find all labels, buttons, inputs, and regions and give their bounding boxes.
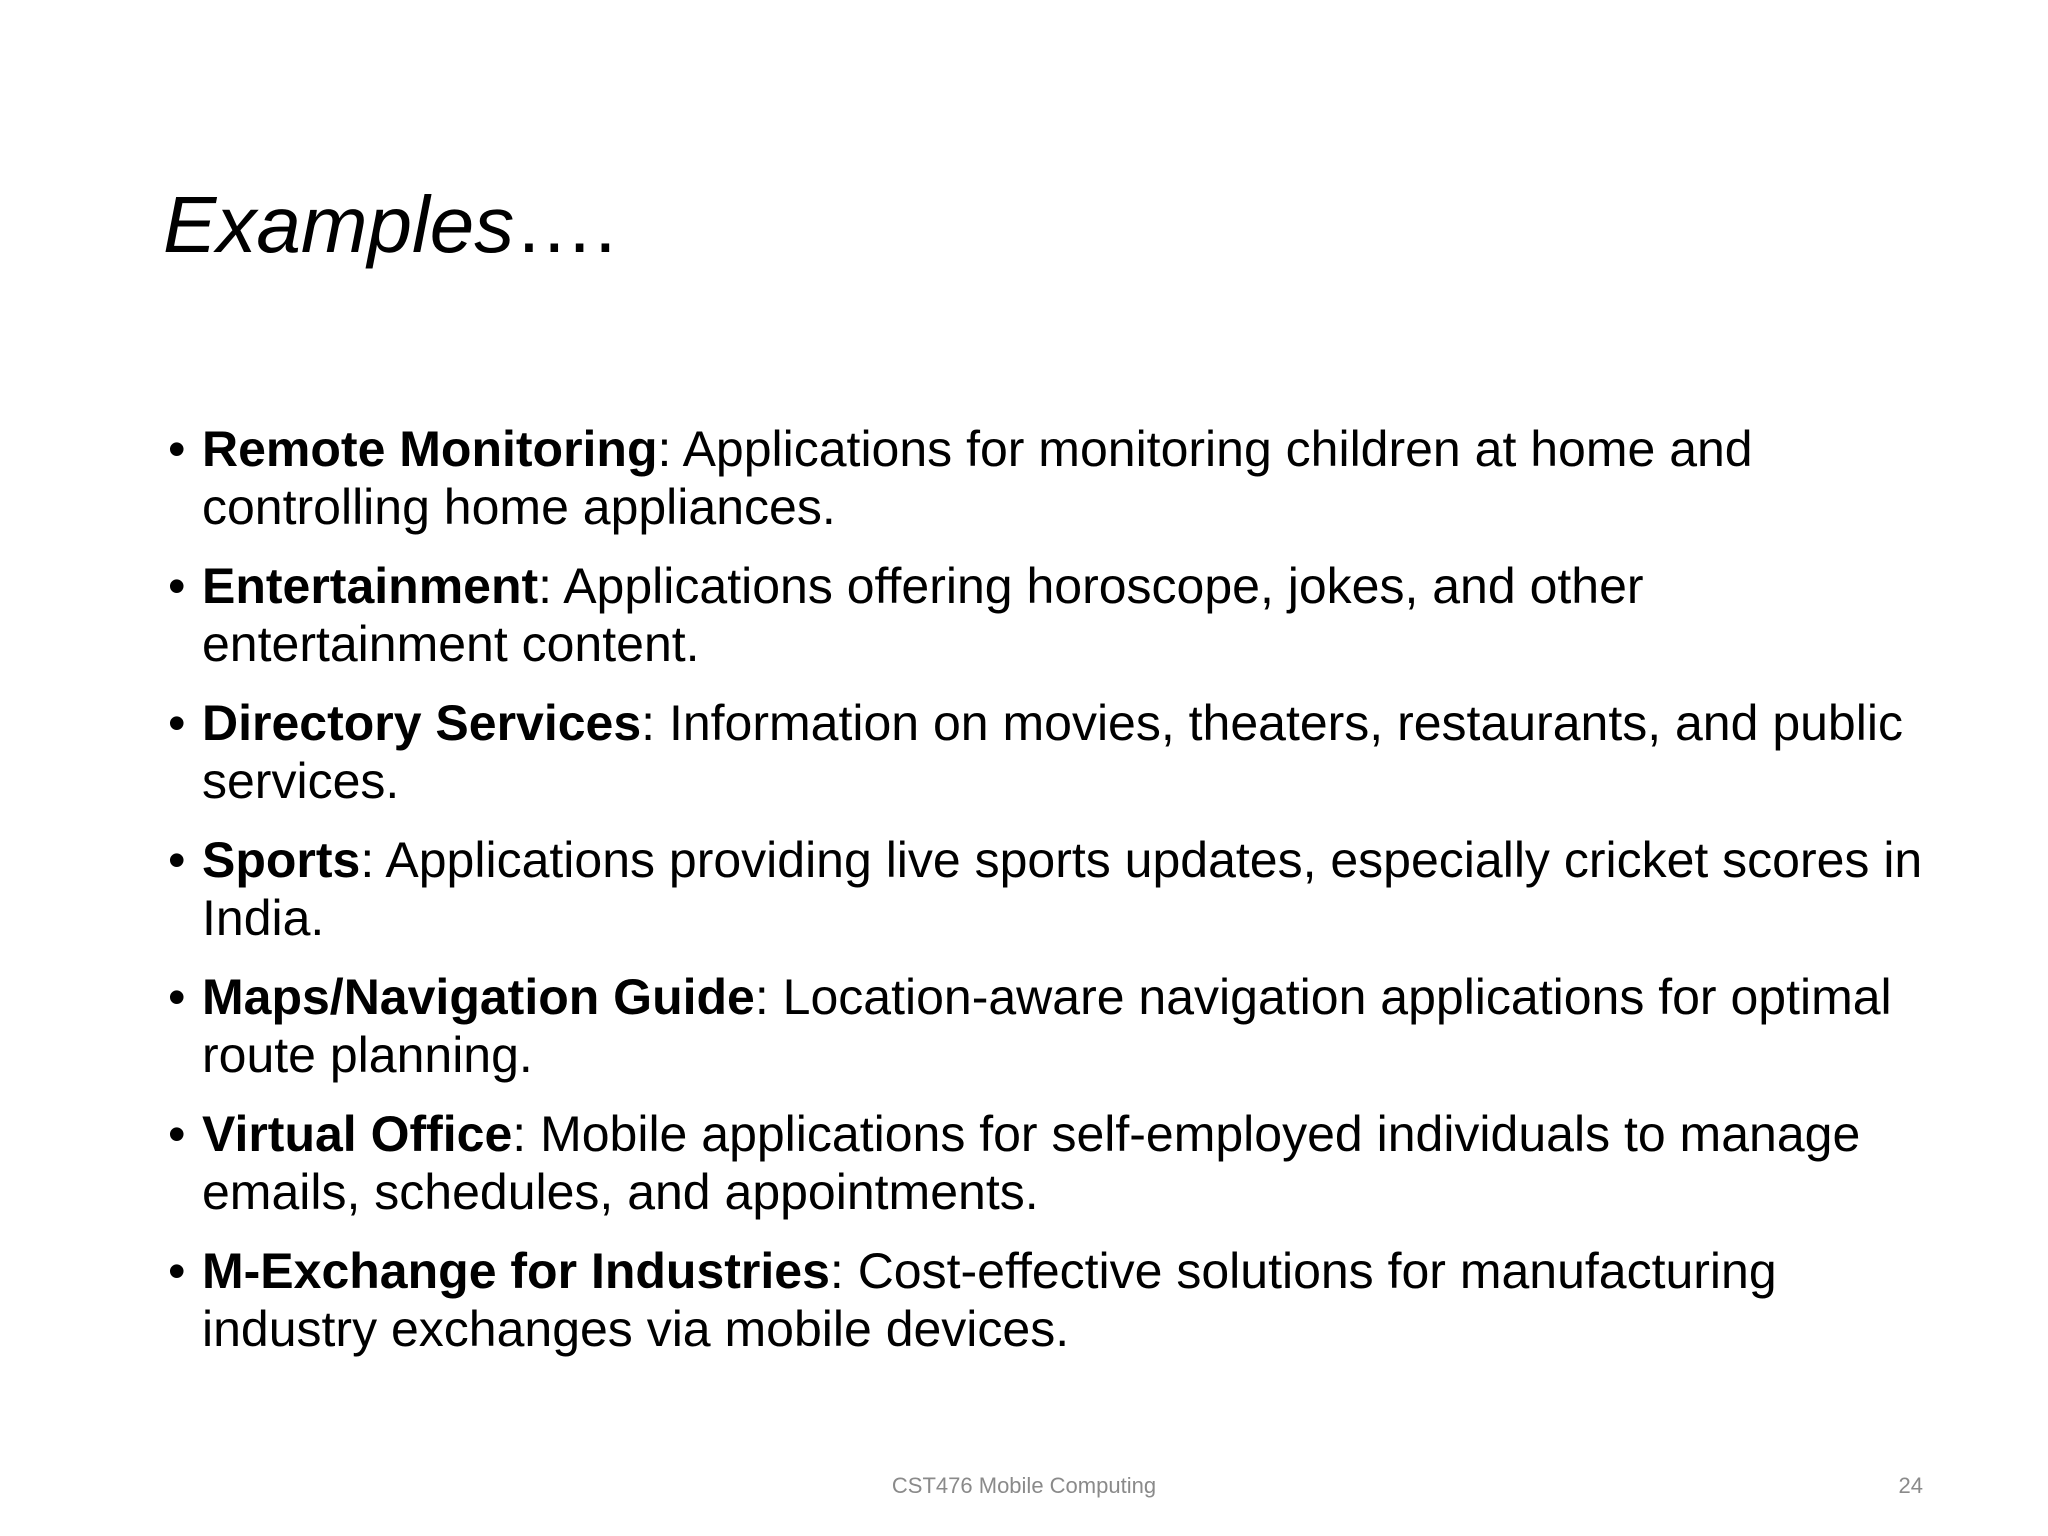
- bullet-separator: :: [360, 832, 375, 888]
- bullet-icon: •: [168, 969, 186, 1025]
- bullet-item-maps-navigation: [168, 968, 1928, 1084]
- bullet-item-remote-monitoring: [168, 420, 1928, 536]
- bullet-separator: :: [512, 1106, 527, 1162]
- bullet-separator: :: [538, 558, 553, 614]
- bullet-term: M-Exchange for Industries: [202, 1243, 830, 1299]
- slide-title-text: Examples: [163, 180, 515, 269]
- bullet-icon: •: [168, 832, 186, 888]
- bullet-term: Remote Monitoring: [202, 421, 658, 477]
- bullet-term: Directory Services: [202, 695, 642, 751]
- bullet-separator: :: [829, 1243, 844, 1299]
- bullet-separator: :: [657, 421, 672, 477]
- bullet-separator: :: [754, 969, 769, 1025]
- bullet-icon: •: [168, 1106, 186, 1162]
- bullet-description: Applications offering horoscope, jokes, and other entertainment content.: [202, 558, 1644, 672]
- bullet-item-entertainment: [168, 557, 1928, 673]
- bullet-item-sports: [168, 831, 1928, 947]
- slide-title: [163, 180, 617, 269]
- slide-title-ellipsis: ….: [514, 180, 617, 269]
- bullet-separator: :: [641, 695, 656, 751]
- bullet-description: Applications for monitoring children at home and controlling home appliances.: [202, 421, 1753, 535]
- bullet-icon: •: [168, 421, 186, 477]
- bullet-icon: •: [168, 1243, 186, 1299]
- bullet-term: Entertainment: [202, 558, 539, 614]
- bullet-item-m-exchange: [168, 1242, 1928, 1358]
- bullet-item-virtual-office: [168, 1105, 1928, 1221]
- bullet-list: [168, 420, 1928, 1379]
- page-number: 24: [1898, 1473, 1923, 1498]
- bullet-description: Applications providing live sports updates, especially cricket scores in India.: [202, 832, 1923, 946]
- bullet-term: Sports: [202, 832, 361, 888]
- bullet-icon: •: [168, 695, 186, 751]
- bullet-term: Virtual Office: [202, 1106, 513, 1162]
- bullet-description: Location-aware navigation applications for optimal route planning.: [202, 969, 1892, 1083]
- bullet-term: Maps/Navigation Guide: [202, 969, 755, 1025]
- slide-footer: CST476 Mobile Computing: [891, 1473, 1157, 1498]
- bullet-description: Information on movies, theaters, restaurants, and public services.: [202, 695, 1903, 809]
- bullet-icon: •: [168, 558, 186, 614]
- bullet-item-directory-services: [168, 694, 1928, 810]
- bullet-description: Mobile applications for self-employed individuals to manage emails, schedules, and appointments.: [202, 1106, 1861, 1220]
- bullet-description: Cost-effective solutions for manufacturing industry exchanges via mobile devices.: [202, 1243, 1777, 1357]
